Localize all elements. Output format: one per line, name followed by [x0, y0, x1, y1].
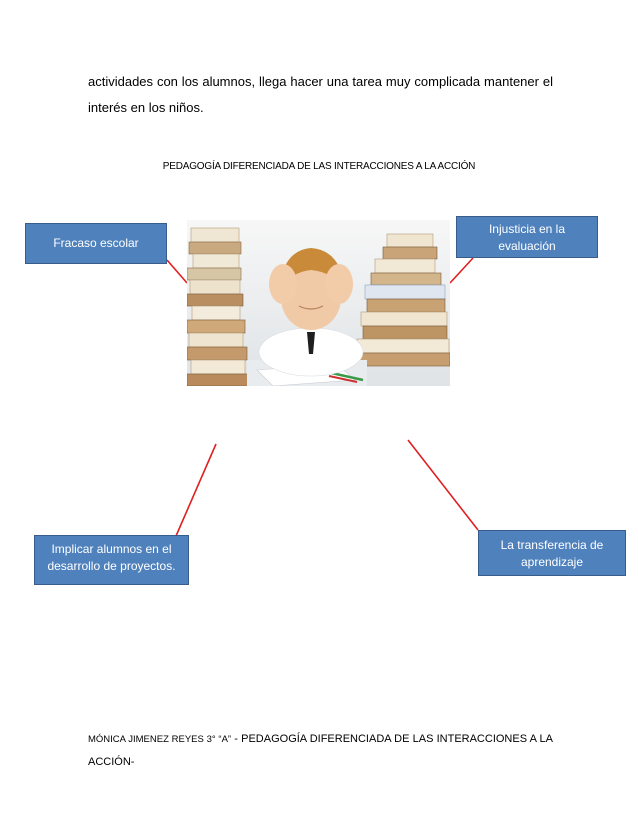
- box-injusticia-label: Injusticia en la evaluación: [488, 222, 566, 253]
- box-fracaso-escolar: [25, 223, 167, 264]
- intro-line-1: actividades con los alumnos, llega hacer una tarea muy complicada mantener el: [88, 74, 553, 89]
- box-transferencia-aprendizaje: [478, 530, 626, 576]
- connector-injusticia: [450, 258, 473, 283]
- footer-separator: -: [231, 733, 242, 745]
- box-implicar-alumnos: [34, 535, 189, 585]
- connector-transferencia: [408, 440, 478, 530]
- connector-fracaso: [167, 260, 187, 283]
- box-transferencia-label: La transferencia de aprendizaje: [500, 538, 604, 569]
- intro-line-2: interés en los niños.: [88, 100, 204, 115]
- footer-title-line-2: ACCIÓN-: [88, 756, 135, 768]
- footer-author: MÓNICA JIMENEZ REYES 3° “A”: [88, 734, 232, 745]
- box-fracaso-label: Fracaso escolar: [53, 236, 139, 250]
- footer-text: [88, 728, 553, 773]
- connector-implicar: [176, 444, 216, 536]
- box-implicar-label: Implicar alumnos en el desarrollo de proyectos.: [47, 542, 176, 573]
- diagram-heading: PEDAGOGÍA DIFERENCIADA DE LAS INTERACCIONES A LA ACCIÓN: [162, 161, 476, 172]
- box-injusticia-evaluacion: [456, 216, 598, 258]
- footer-line-1: [88, 728, 553, 751]
- footer-title-line-1: PEDAGOGÍA DIFERENCIADA DE LAS INTERACCIONES A LA: [241, 733, 553, 745]
- child-with-books-image: [187, 220, 450, 386]
